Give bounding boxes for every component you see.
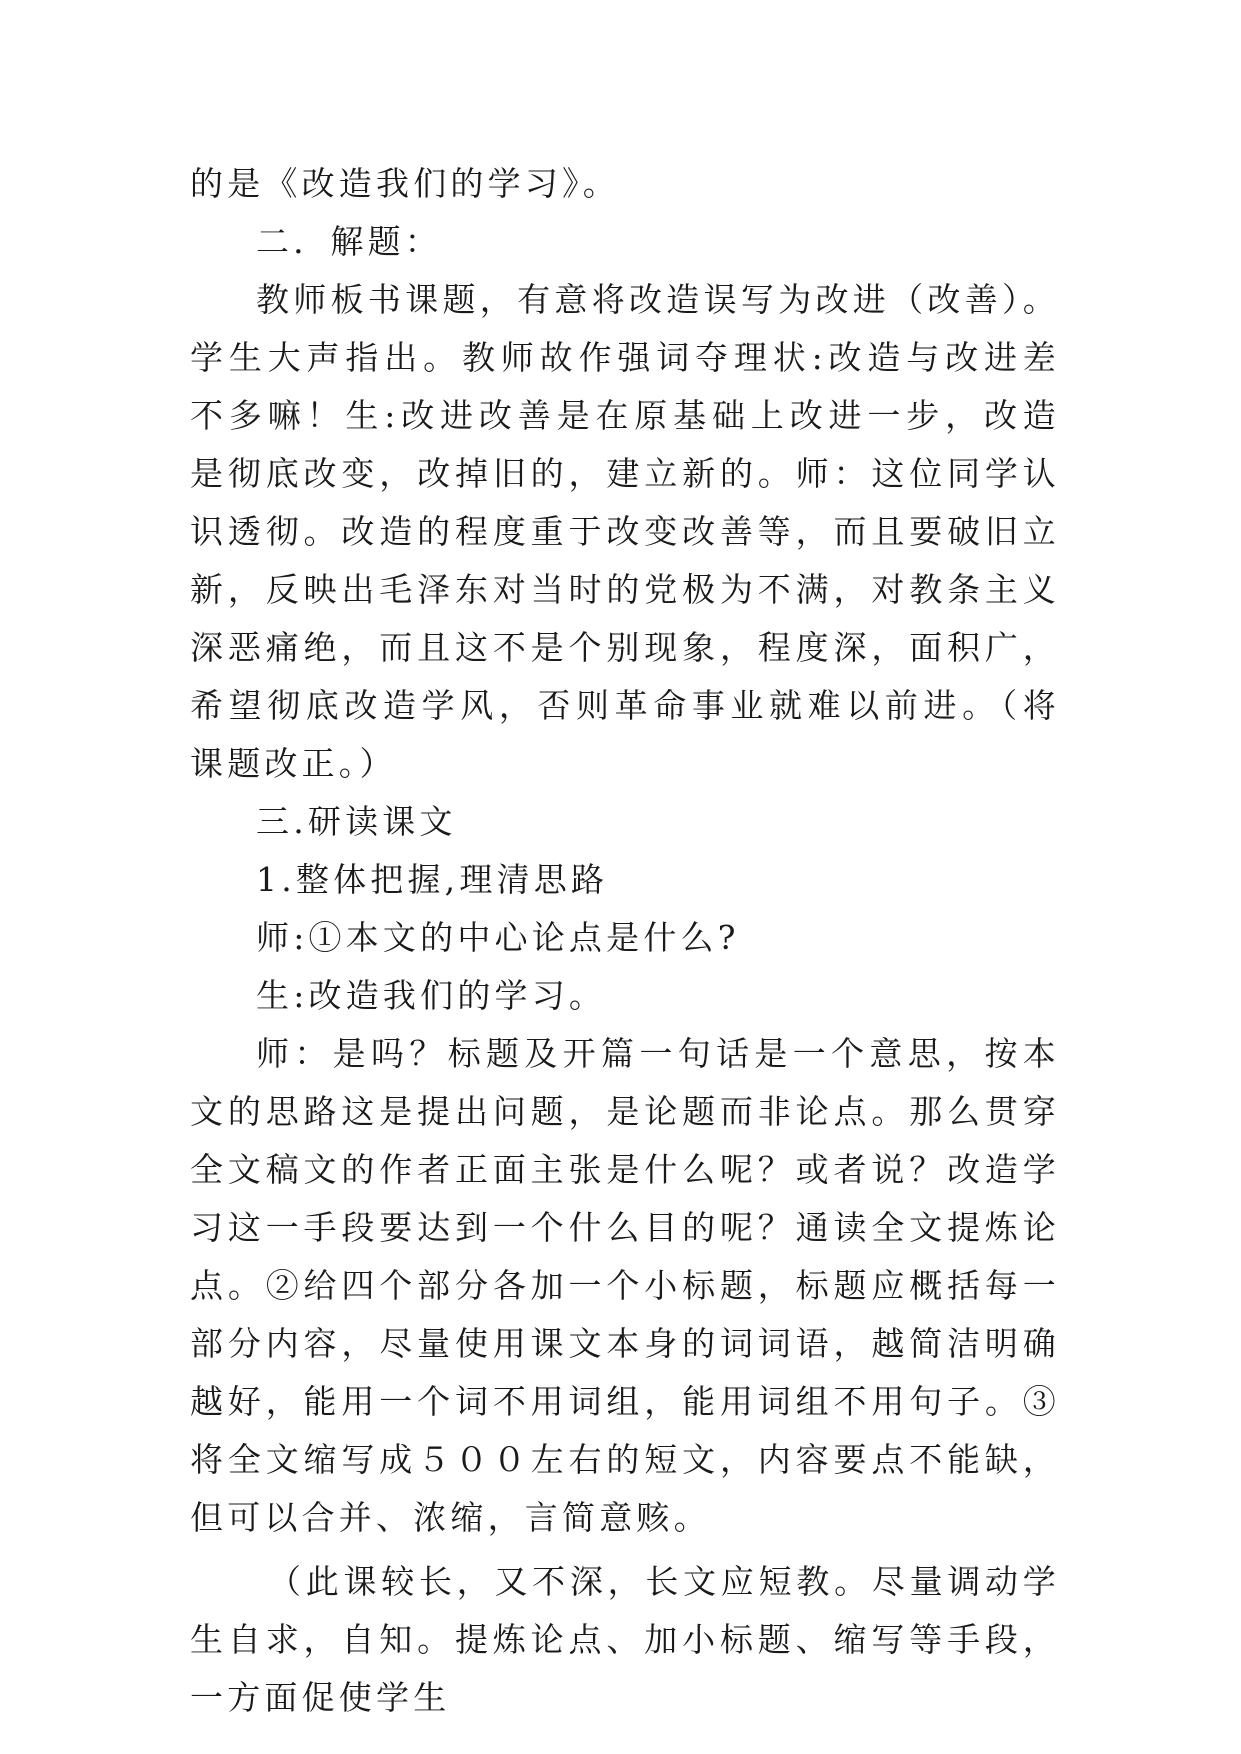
paragraph-teaching-note: （此课较长，又不深，长文应短教。尽量调动学生自求，自知。提炼论点、加小标题、缩写等手段，一方面促使学生 — [190, 1562, 1060, 1717]
paragraph-title-explanation: 教师板书课题，有意将改造误写为改进（改善）。学生大声指出。教师故作强词夺理状:改造与改进差不多嘛！生:改进改善是在原基础上改进一步，改造是彻底改变，改掉旧的，建立新的。师：这位同学认识透彻。改造的程度重于改变改善等，而且要破旧立新，反映出毛泽东对当时的党极为不满，对教条主义深恶痛绝，而且这不是个别现象，程度深，面积广，希望彻底改造学风，否则革命事业就难以前进。（将课题改正。） — [190, 280, 1060, 783]
dialogue-teacher-question: 师:①本文的中心论点是什么? — [256, 918, 740, 957]
section-heading-study-text: 三.研读课文 — [256, 802, 457, 841]
document-body — [190, 155, 1060, 1727]
subheading-overall-grasp: 1.整体把握,理清思路 — [256, 860, 609, 899]
paragraph-teacher-instructions: 师：是吗？标题及开篇一句话是一个意思，按本文的思路这是提出问题，是论题而非论点。那么贯穿全文稿文的作者正面主张是什么呢？或者说？改造学习这一手段要达到一个什么目的呢？通读全文提炼论点。②给四个部分各加一个小标题，标题应概括每一部分内容，尽量使用课文本身的词词语，越简洁明确越好，能用一个词不用词组，能用词组不用句子。③将全文缩写成５００左右的短文，内容要点不能缺，但可以合并、浓缩，言简意赅。 — [190, 1034, 1060, 1537]
paragraph-continuation: 的是《改造我们的学习》。 — [190, 164, 620, 203]
dialogue-student-answer: 生:改造我们的学习。 — [256, 976, 607, 1015]
section-heading-solve-title: 二．解题： — [256, 222, 442, 261]
